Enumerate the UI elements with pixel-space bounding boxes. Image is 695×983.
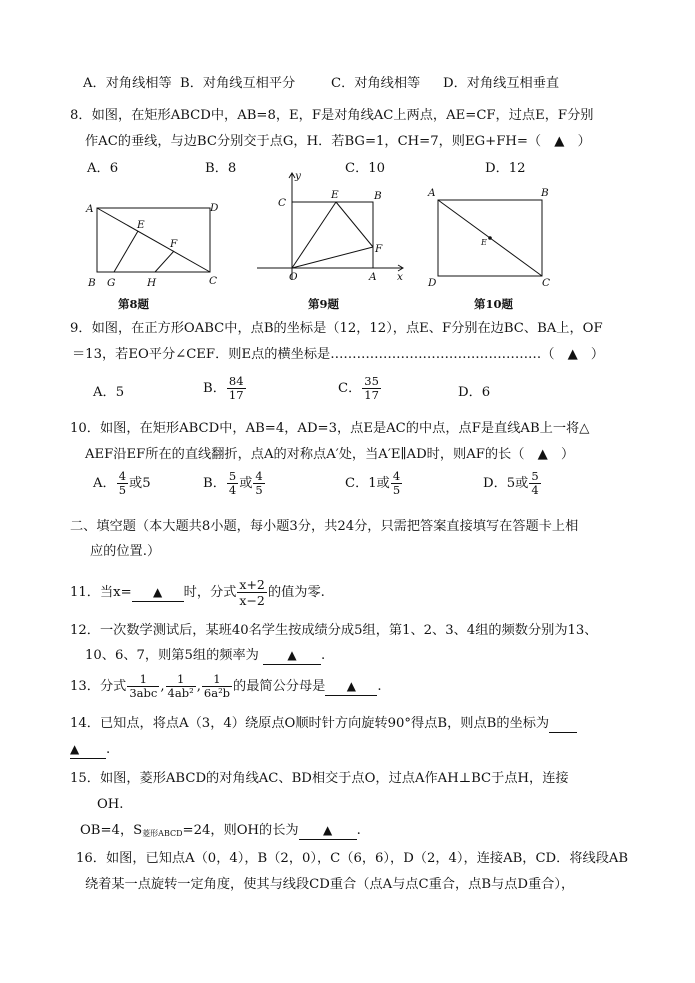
section2-heading: 二、填空题（本大题共8小题，每小题3分，共24分，只需把答案直接填写在答题卡上相: [70, 519, 579, 534]
q10-option-b-den1: 4: [228, 483, 237, 497]
fig9-label-y: y: [295, 170, 301, 182]
q9-option-c-num: 35: [364, 374, 379, 388]
fig8-segment-fh: [155, 251, 174, 272]
fig8-label-b: B: [88, 277, 96, 289]
q10-option-d-den: 4: [531, 483, 539, 497]
q10-option-b-mid: 或: [239, 476, 253, 491]
q8-line1: 8．如图，在矩形ABCD中，AB=8，E，F是对角线AC上两点，AE=CF，过点E，F分别: [70, 108, 594, 123]
fig10-label-c: C: [542, 277, 551, 289]
q9-option-b-den: 17: [228, 388, 244, 402]
q10-option-b-num2: 4: [255, 469, 263, 483]
fig10-caption: 第10题: [474, 297, 514, 311]
q15-blank: [299, 822, 357, 840]
q13-pre: 13．分式: [70, 679, 127, 694]
q10-option-c: [345, 470, 403, 497]
q11-triangle: ▲: [153, 585, 163, 599]
fig8-label-f: F: [170, 238, 178, 250]
q9-option-c-fraction: [362, 375, 381, 402]
q11: [70, 576, 325, 610]
fig8-label-h: H: [147, 277, 157, 289]
q11-blank: [132, 584, 184, 602]
fig9-label-x: x: [397, 271, 403, 283]
q13-blank: [325, 678, 377, 696]
fig9-square: [292, 202, 373, 268]
fig10-label-a: A: [428, 187, 436, 199]
q9-option-a: A．5: [93, 385, 125, 400]
q11-pre: 11．当x=: [70, 585, 132, 600]
fig9-label-b: B: [374, 190, 382, 202]
fig9-label-a: A: [369, 271, 377, 283]
q16-line2: 绕着某一点旋转一定角度，使其与线段CD重合（点A与点C重合，点B与点D重合），: [85, 877, 575, 892]
fig9-caption: 第9题: [308, 297, 340, 311]
q9-line2: ＝13，若EO平分∠CEF．则E点的横坐标是…………………………………………（ ▲ ）: [72, 347, 605, 362]
q9-option-b-label: B．: [203, 381, 226, 396]
q10-option-c-label: C．1或: [345, 476, 390, 491]
q14-line1: [70, 715, 577, 733]
q10-option-c-fraction: [391, 470, 402, 497]
q10-option-b-label: B．: [203, 476, 226, 491]
q14-text: 14．已知点，将点A（3，4）绕原点O顺时针方向旋转90°得点B，则点B的坐标为: [70, 716, 550, 731]
q12-blank: [263, 647, 321, 665]
q15-line3-sub: 菱形ABCD: [142, 829, 183, 838]
q7-option-a: A．对角线相等: [83, 76, 172, 91]
q13-fraction2: [166, 673, 196, 700]
q10-option-b-fraction1: [227, 470, 238, 497]
q12-triangle: ▲: [287, 648, 297, 662]
q10-option-c-den: 5: [392, 483, 401, 497]
q10-line2: AEF沿EF所在的直线翻折，点A的对称点A′处，当A′E∥AD时，则AF的长（ ▲ ）: [85, 447, 575, 462]
q15-line2: OH.: [97, 797, 124, 812]
q15-line3-pre: OB=4，S: [80, 823, 143, 838]
q14-blank: [70, 741, 106, 759]
figure-9: [255, 168, 415, 293]
q14-line2: [70, 741, 110, 759]
q12-line1: 12．一次数学测试后，某班40名学生按成绩分成5组，第1、2、3、4组的频数分别为13、: [70, 623, 598, 638]
q13-num3: 1: [202, 673, 232, 687]
q8-option-d: D．12: [485, 161, 526, 176]
fig10-label-b: B: [541, 187, 549, 199]
q11-fraction: [237, 577, 266, 608]
q14-triangle: ▲: [70, 742, 80, 756]
fig10-label-e: E: [481, 238, 487, 247]
q13-triangle: ▲: [346, 679, 356, 693]
q10-line1: 10．如图，在矩形ABCD中，AB=4，AD=3，点E是AC的中点，点F是直线AB上一将△: [70, 421, 590, 436]
q9-option-d: D．6: [458, 385, 491, 400]
fig8-label-g: G: [107, 277, 116, 289]
fig9-label-o: O: [289, 271, 298, 283]
fig9-label-e: E: [331, 189, 339, 201]
fig8-caption: 第8题: [118, 297, 150, 311]
q10-option-d-label: D．5或: [483, 476, 529, 491]
q10-option-d: [483, 470, 542, 497]
figure-8: [80, 195, 230, 295]
q10-option-a-fraction: [117, 470, 128, 497]
q10-option-a-num: 4: [118, 469, 127, 483]
q9-option-c-label: C．: [338, 381, 362, 396]
q15-triangle: ▲: [322, 823, 333, 837]
q9-option-b: [203, 375, 247, 402]
q13-num2: 1: [166, 673, 196, 687]
fig8-label-e: E: [137, 219, 145, 231]
q15-line1: 15．如图，菱形ABCD的对角线AC、BD相交于点O，过点A作AH⊥BC于点H，连接: [70, 771, 569, 786]
q13-num1: 1: [127, 673, 159, 687]
q11-mid: 时，分式: [183, 585, 237, 600]
q8-option-a: A．6: [87, 161, 119, 176]
q13-post: 的最简公分母是: [233, 679, 326, 694]
q10-option-b-num1: 5: [228, 469, 237, 483]
q7-option-c: C．对角线相等: [331, 76, 421, 91]
fig8-label-a: A: [86, 203, 94, 215]
q10-option-c-num: 4: [392, 469, 401, 483]
fig8-segment-eg: [114, 231, 138, 272]
q9-line1: 9．如图，在正方形OABC中，点B的坐标是（12，12），点E、F分别在边BC、BA上，OF: [70, 321, 603, 336]
q8-option-c: C．10: [345, 161, 386, 176]
q14-blank-tail: [549, 716, 577, 733]
q15-line3: [80, 822, 361, 843]
q13-fraction3: [202, 673, 232, 700]
q10-option-b-fraction2: [253, 470, 264, 497]
q10-option-d-fraction: [529, 470, 540, 497]
q8-line2: 作AC的垂线，与边BC分别交于点G，H．若BG=1，CH=7，则EG+FH=（ ▲ ）: [85, 134, 591, 149]
fig9-label-f: F: [375, 243, 383, 255]
fig8-diagonal-ac: [97, 208, 210, 272]
fig9-label-c: C: [278, 197, 287, 209]
fig8-label-d: D: [210, 202, 219, 214]
q13-den1: 3abc: [129, 686, 158, 700]
q13-den2: 4ab²: [167, 686, 194, 700]
fig8-label-c: C: [209, 275, 218, 287]
q15-end: .: [356, 823, 361, 838]
q10-option-b-den2: 5: [255, 483, 263, 497]
q12-line2-pre: 10、6、7，则第5组的频率为: [85, 648, 264, 663]
q10-option-a-label: A．: [93, 476, 116, 491]
q13-end: .: [377, 679, 382, 694]
fig10-label-d: D: [428, 277, 437, 289]
q12-line2: [85, 647, 325, 665]
q9-option-b-num: 84: [228, 374, 244, 388]
q12-line2-post: .: [321, 648, 326, 663]
q10-option-a: [93, 470, 151, 497]
q13: 13．分式 1 3abc , $\frac{1}{\text{4ab²}}$ , $\frac{1}{\text{6a²b}}$ 的最简公分母是 ▲ .: [70, 672, 382, 700]
q7-option-d: D．对角线互相垂直: [443, 76, 560, 91]
fig9-segment-ef: [336, 202, 373, 247]
q16-line1: 16．如图，已知点A（0，4），B（2，0），C（6，6），D（2，4），连接AB，CD．将线段AB: [76, 851, 629, 866]
section2-heading-cont: 应的位置.）: [90, 544, 161, 559]
fig10-point-e: [488, 236, 492, 240]
q11-num: x+2: [239, 577, 265, 592]
q7-option-b: B．对角线互相平分: [180, 76, 296, 91]
q9-option-b-fraction: [227, 375, 246, 402]
q9-option-c: [338, 375, 382, 402]
q10-option-a-den: 5: [118, 483, 127, 497]
q15-line3-mid: =24，则OH的长为: [182, 823, 299, 838]
q10-option-b: [203, 470, 266, 497]
q11-den: x−2: [239, 593, 265, 608]
q9-option-c-den: 17: [364, 388, 379, 402]
q10-option-d-num: 5: [531, 469, 539, 483]
q13-den3: 6a²b: [203, 686, 231, 700]
q11-post: 的值为零.: [267, 585, 325, 600]
q13-fraction1: [127, 673, 159, 700]
q10-option-a-tail: 或5: [129, 476, 151, 491]
q8-option-b: B．8: [205, 161, 237, 176]
q14-end: .: [106, 742, 111, 757]
figure-10: [422, 182, 562, 294]
